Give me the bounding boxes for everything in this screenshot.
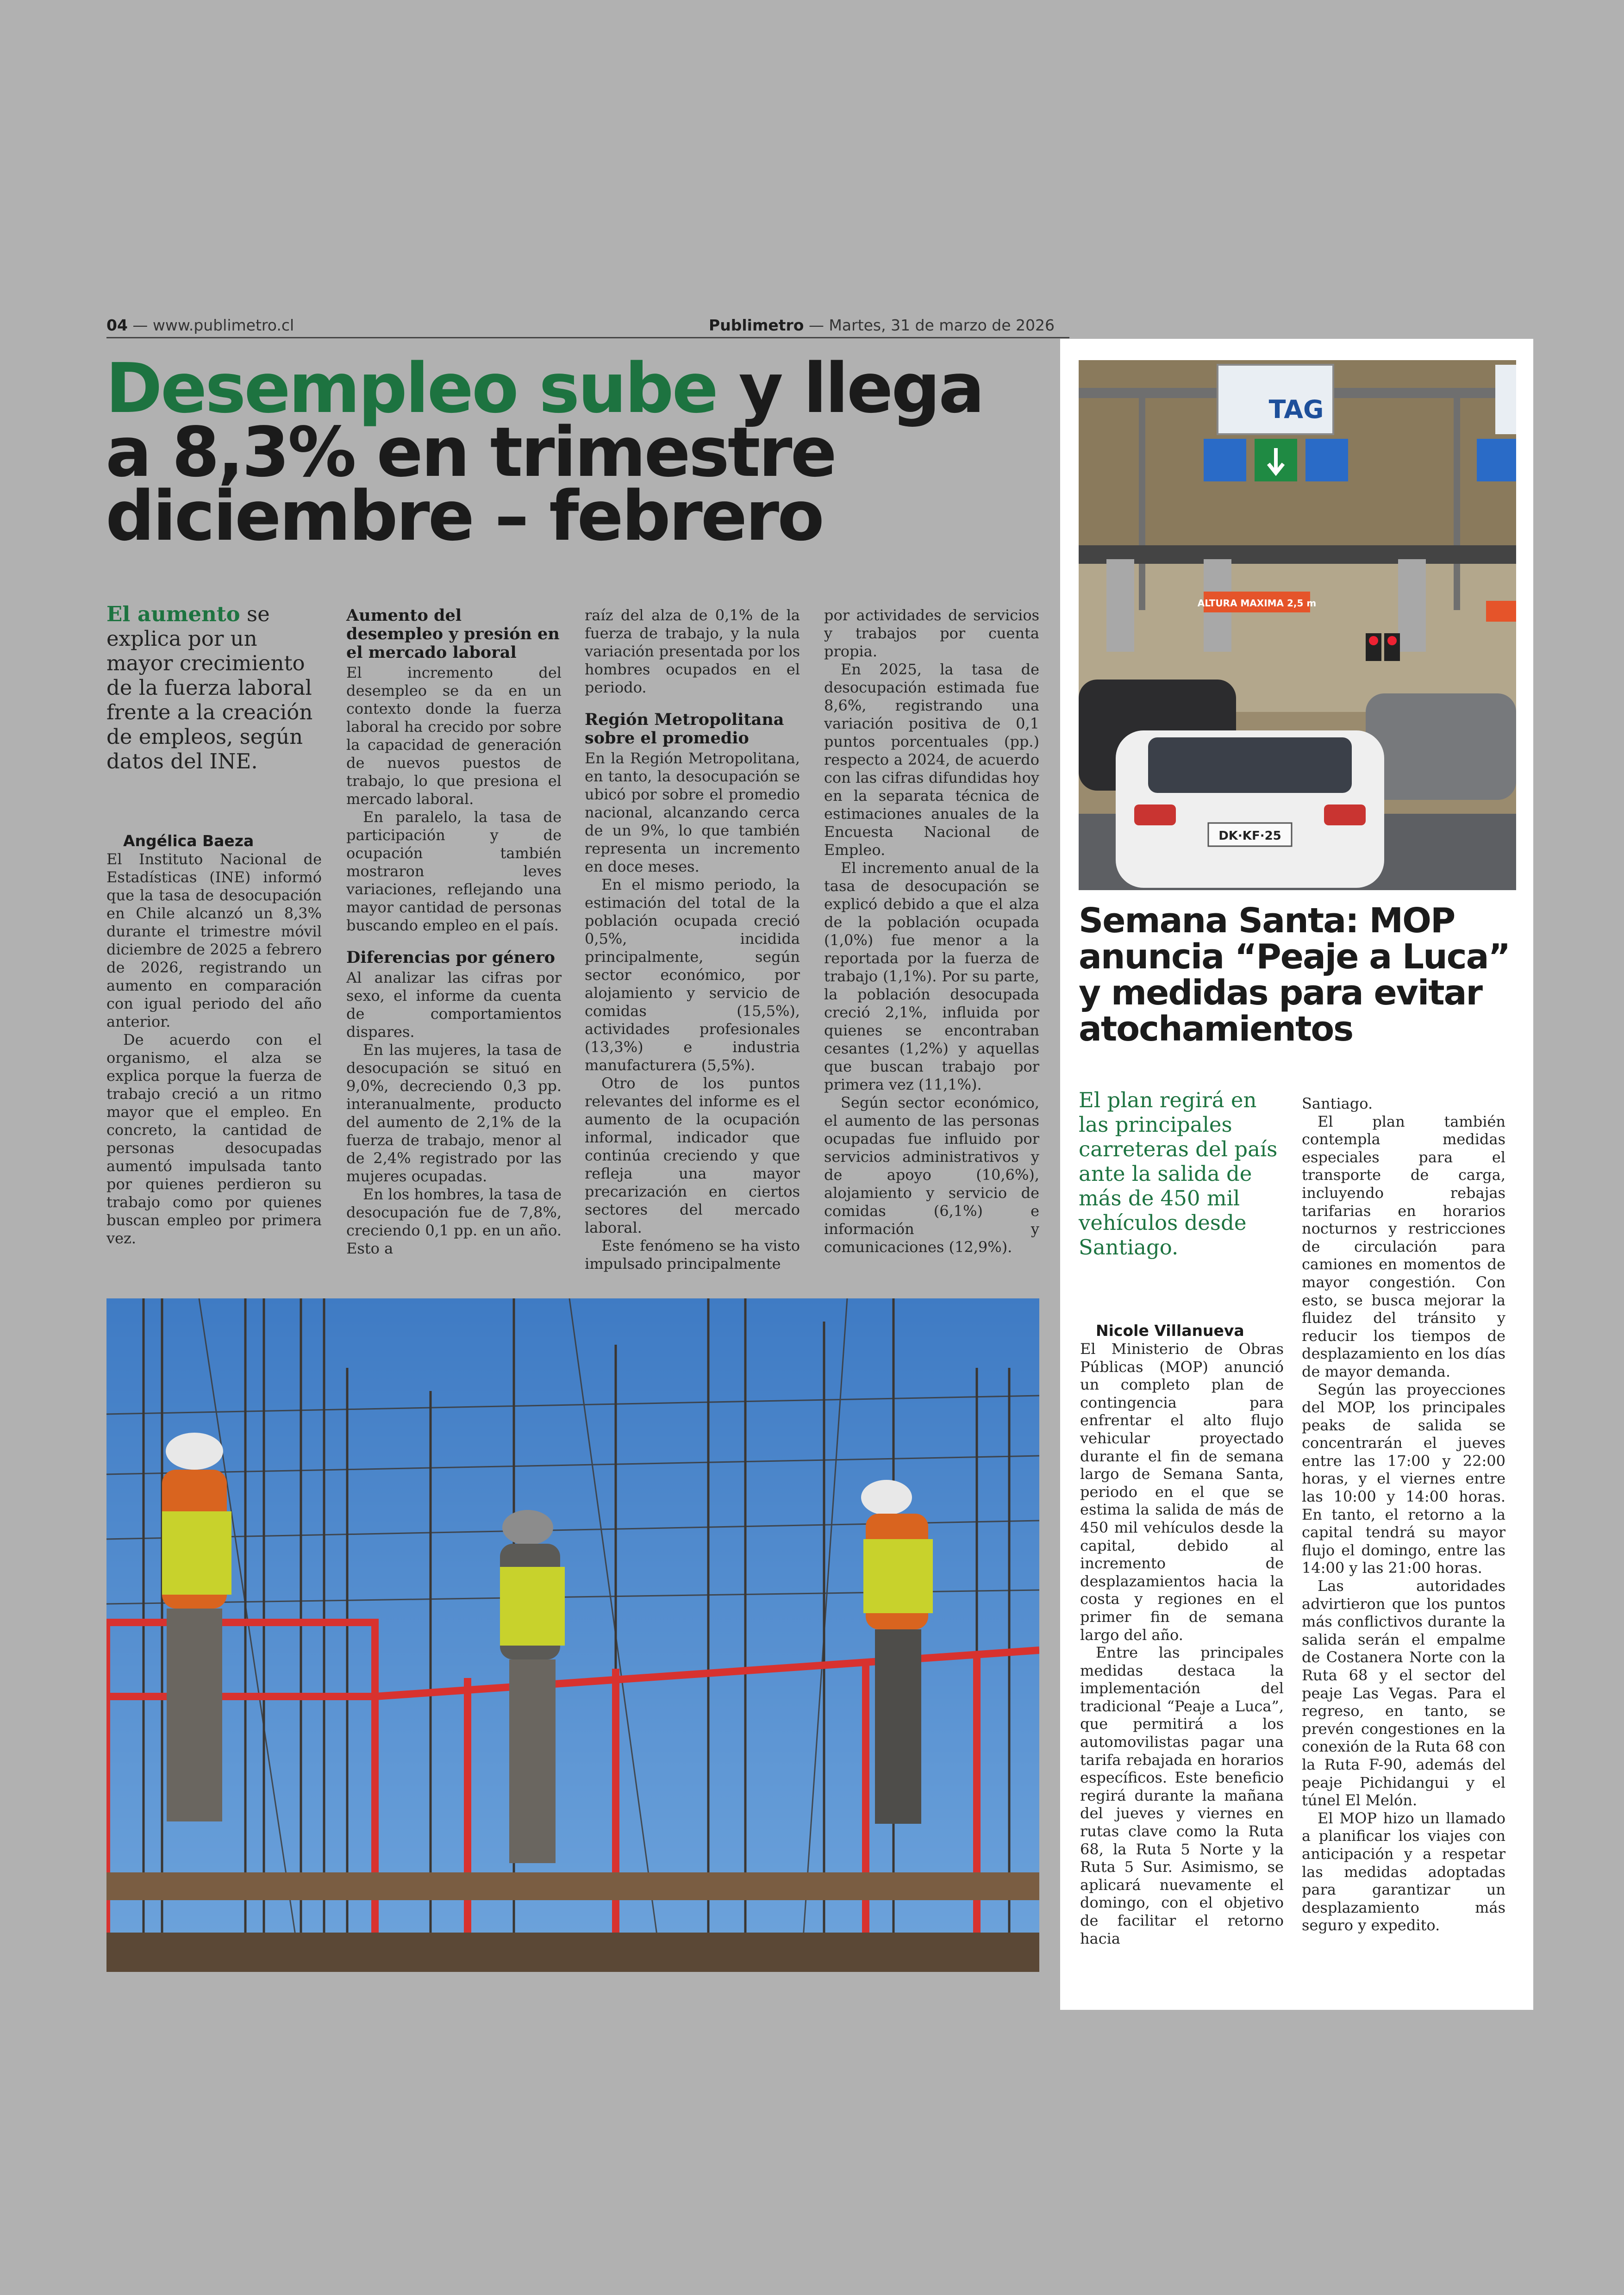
header-rule xyxy=(106,337,1069,338)
paragraph: Entre las principales medidas destaca la implementación del tradicional “Peaje a Luca”, que permitirá a los automovilistas pagar una tarifa rebajada en horarios específicos. Este beneficio regirá durante la mañana del jueves y viernes en rutas clave como la Ruta 68, la Ruta 5 Norte y la Ruta 5 Sur. Asimismo, se aplicará nuevamente el domingo, con el objetivo de facilitar el retorno hacia xyxy=(1080,1644,1284,1947)
subheading: Aumento del desempleo y presión en el mercado laboral xyxy=(346,606,560,662)
lead-rest: se explica por un mayor crecimiento de la fuerza laboral frente a la creación de empleos, según datos del INE. xyxy=(106,602,313,773)
subheading: Diferencias por género xyxy=(346,948,555,967)
paragraph: En las mujeres, la tasa de desocupación se situó en 9,0%, decreciendo 0,3 pp. interanualmente, producto del aumento de 2,1% de la fuerza de trabajo, menor al de 2,4% registrado por las mujeres ocupadas. xyxy=(346,1041,562,1185)
main-lead xyxy=(106,602,315,773)
paragraph: Al analizar las cifras por sexo, el informe da cuenta de comportamientos dispares. xyxy=(346,969,562,1041)
paragraph: Según las proyecciones del MOP, los principales peaks de salida se concentrarán el jueves entre las 17:00 y 22:00 horas, y el viernes entre las 10:00 y 14:00 horas. En tanto, el retorno a la capital tendrá su mayor flujo el domingo, entre las 14:00 y las 21:00 horas. xyxy=(1302,1380,1505,1577)
headline-green: Desempleo sube xyxy=(106,349,717,428)
paragraph: El incremento del desempleo se da en un contexto donde la fuerza laboral ha crecido por sobre la capacidad de generación de nuevos puestos de trabajo, lo que presiona el mercado laboral. xyxy=(346,664,562,808)
headline-line2: a 8,3% en trimestre xyxy=(106,412,835,492)
paragraph: En 2025, la tasa de desocupación estimada fue 8,6%, registrando una variación positiva de 0,1 puntos porcentuales (pp.) respecto a 2024, de acuerdo con las cifras difundidas hoy en la separata técnica de estimaciones anuales de la Encuesta Nacional de Empleo. xyxy=(824,661,1039,859)
subheading: Región Metropolitana sobre el promedio xyxy=(585,710,784,748)
article-column-3 xyxy=(585,606,800,1273)
sidebar-lead: El plan regirá en las principales carreteras del país ante la salida de más de 450 mil vehículos desde Santiago. xyxy=(1079,1088,1278,1260)
paragraph: El plan también contempla medidas especiales para el transporte de carga, incluyendo rebajas tarifarias en horarios nocturnos y restricciones de circulación para camiones en momentos de mayor congestión. Con esto, se busca mejorar la fluidez del tránsito y reducir los tiempos de desplazamiento en los días de mayor demanda. xyxy=(1302,1112,1505,1380)
headline-line3: diciembre – febrero xyxy=(106,476,823,556)
paragraph: En los hombres, la tasa de desocupación fue de 7,8%, creciendo 0,1 pp. en un año. Esto a xyxy=(346,1185,562,1257)
sidebar-column-1 xyxy=(1080,1322,1284,1947)
site-url[interactable]: — www.publimetro.cl xyxy=(127,316,294,334)
article-column-1 xyxy=(106,832,322,1247)
sidebar-headline: Semana Santa: MOP anuncia “Peaje a Luca” y medidas para evitar atochamientos xyxy=(1079,901,1510,1049)
author-byline: Angélica Baeza xyxy=(123,832,254,850)
paragraph: Santiago. xyxy=(1302,1095,1373,1112)
paragraph: Otro de los puntos relevantes del informe es el aumento de la ocupación informal, indicador que continúa creciendo y que refleja una mayor precarización en ciertos sectores del mercado laboral. xyxy=(585,1074,800,1236)
paragraph: Este fenómeno se ha visto impulsado principalmente xyxy=(585,1237,800,1272)
header-right xyxy=(709,316,1055,334)
publication-name: Publimetro xyxy=(709,316,804,334)
paragraph: En la Región Metropolitana, en tanto, la desocupación se ubicó por sobre el promedio nacional, alcanzando cerca de un 9%, lo que también representa un incremento en doce meses. xyxy=(585,749,800,875)
main-headline xyxy=(106,349,1041,556)
paragraph: El Ministerio de Obras Públicas (MOP) anunció un completo plan de contingencia para enfrentar el alto flujo vehicular proyectado durante el fin de semana largo de Semana Santa, periodo en el que se estima la salida de más de 450 mil vehículos desde la capital, debido al incremento de desplazamientos hacia la costa y regiones en el primer fin de semana largo del año. xyxy=(1080,1340,1284,1644)
paragraph: El Instituto Nacional de Estadísticas (INE) informó que la tasa de desocupación en Chile alcanzó un 8,3% durante el trimestre móvil diciembre de 2025 a febrero de 2026, registrando un aumento en comparación con igual periodo del año anterior. xyxy=(106,850,322,1030)
height-sign-text: ALTURA MAXIMA 2,5 m xyxy=(1197,598,1317,609)
paragraph: Según sector económico, el aumento de las personas ocupadas fue influido por servicios administrativos y de apoyo (10,6%), alojamiento y servicio de comidas (6,1%) e información y comunicaciones (12,9%). xyxy=(824,1094,1039,1256)
article-column-4 xyxy=(824,606,1039,1256)
paragraph: por actividades de servicios y trabajos por cuenta propia. xyxy=(824,606,1039,660)
page-number: 04 xyxy=(106,316,128,334)
paragraph: El MOP hizo un llamado a planificar los viajes con anticipación y a respetar las medidas adoptadas para garantizar un desplazamiento más seguro y expedito. xyxy=(1302,1809,1505,1934)
article-column-2 xyxy=(346,606,562,1258)
construction-workers-photo xyxy=(106,1298,1039,1972)
license-plate-text: DK·KF·25 xyxy=(1218,829,1281,843)
sidebar-author-byline: Nicole Villanueva xyxy=(1096,1322,1244,1340)
paragraph: El incremento anual de la tasa de desocupación se explicó debido a que el alza de la población ocupada (1,0%) fue menor a la reportada por la fuerza de trabajo (1,1%). Por su parte, la población desocupada creció 2,1%, influida por quienes se encontraban cesantes (1,2%) y aquellas que buscan trabajo por primera vez (11,1%). xyxy=(824,859,1039,1093)
toll-plaza-photo xyxy=(1079,360,1516,890)
headline-line1: y llega xyxy=(716,349,983,428)
paragraph: De acuerdo con el organismo, el alza se explica porque la fuerza de trabajo creció a un ritmo mayor que el empleo. En concreto, la cantidad de personas desocupadas aumentó impulsada tanto por quienes perdieron su trabajo como por quienes buscan empleo por primera vez. xyxy=(106,1031,322,1247)
tag-sign-text: TAG xyxy=(1268,395,1324,424)
paragraph: En el mismo periodo, la estimación del total de la población ocupada creció 0,5%, incidida principalmente, según sector económico, por alojamiento y servicio de comidas (15,5%), actividades profesionales (13,3%) e industria manufacturera (5,5%). xyxy=(585,876,800,1074)
paragraph: En paralelo, la tasa de participación y de ocupación también mostraron leves variaciones, reflejando una mayor cantidad de personas buscando empleo en el país. xyxy=(346,808,562,934)
lead-green: El aumento xyxy=(106,602,240,626)
sidebar-column-2 xyxy=(1302,1095,1505,1934)
header-left xyxy=(106,316,294,334)
issue-date: — Martes, 31 de marzo de 2026 xyxy=(804,316,1055,334)
paragraph: Las autoridades advirtieron que los puntos más conflictivos durante la salida serán el empalme de Costanera Norte con la Ruta 68 y el sector del peaje Las Vegas. Para el regreso, en tanto, se prevén congestiones en la conexión de la Ruta 68 con la Ruta F-90, además del peaje Pichidangui y el túnel El Melón. xyxy=(1302,1577,1505,1809)
paragraph: raíz del alza de 0,1% de la fuerza de trabajo, y la nula variación presentada por los hombres ocupados en el periodo. xyxy=(585,606,800,696)
